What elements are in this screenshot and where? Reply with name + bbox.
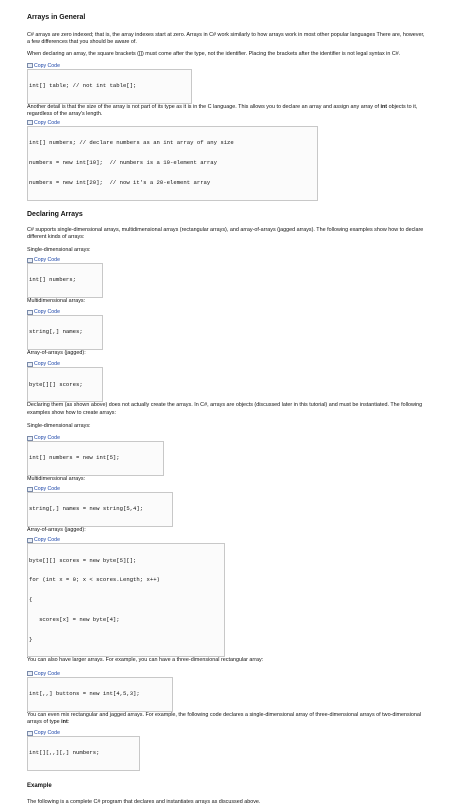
label-jagged: Array-of-arrays (jagged):	[27, 350, 86, 357]
code-line: byte[][] scores;	[29, 380, 83, 388]
copy-code-label: Copy Code	[34, 486, 60, 493]
code-line: int[] numbers; // declare numbers as an int array of any size	[29, 139, 234, 147]
code-block-new-byte	[27, 543, 225, 657]
paragraph-mix-end: :	[67, 718, 70, 725]
label-jagged-2: Array-of-arrays (jagged):	[27, 527, 86, 534]
section-title-declaring-arrays: Declaring Arrays	[27, 210, 83, 218]
code-block-numbers	[27, 126, 318, 201]
section-title-arrays-in-general: Arrays in General	[27, 14, 86, 21]
label-multidimensional: Multidimensional arrays:	[27, 298, 86, 305]
paragraph-mix-type: int	[61, 718, 68, 725]
code-block-buttons	[27, 677, 173, 712]
copy-code-label: Copy Code	[34, 730, 60, 737]
code-block-table	[27, 69, 192, 104]
code-line: int[,,] buttons = new int[4,5,3];	[29, 689, 140, 697]
code-block-new-string	[27, 492, 173, 527]
paragraph-mix	[27, 712, 426, 726]
code-line: numbers = new int[10]; // numbers is a 10-element array	[29, 158, 217, 166]
copy-code-label: Copy Code	[34, 257, 60, 264]
code-line: int[][,,][,] numbers;	[29, 749, 100, 757]
copy-icon	[27, 362, 33, 367]
paragraph-size: Another detail is that the size of the array is not part of its type as it is in the C language. This allows you to declare an array and assign any array of int objects to it, regardless of the array's length.	[27, 103, 418, 117]
code-line: {	[29, 596, 33, 604]
copy-icon	[27, 258, 33, 263]
code-line: numbers = new int[20]; // now it's a 20-element array	[29, 178, 211, 186]
copy-icon	[27, 538, 33, 543]
copy-code-label: Copy Code	[34, 435, 60, 442]
code-line: byte[][] scores = new byte[5][];	[29, 556, 137, 564]
code-line: int[] numbers = new int[5];	[29, 454, 120, 462]
code-block-new-int	[27, 441, 164, 476]
copy-icon	[27, 63, 33, 68]
copy-code-label: Copy Code	[34, 119, 60, 126]
label-multidimensional-2: Multidimensional arrays:	[27, 476, 86, 483]
paragraph-supports: C# supports single-dimensional arrays, multidimensional arrays (rectangular arrays), and array-of-arrays (jagged arrays). The following examples show how to declare different kinds of arrays:	[27, 226, 424, 240]
code-line: }	[29, 635, 33, 643]
label-single-dimensional-2: Single-dimensional arrays:	[27, 422, 91, 429]
code-line: scores[x] = new byte[4];	[29, 615, 120, 623]
paragraph-brackets: When declaring an array, the square brackets ([]) must come after the type, not the identifier. Placing the brackets after the identifier is not legal syntax in C#.	[27, 51, 401, 58]
paragraph-intro: C# arrays are zero indexed; that is, the array indexes start at zero. Arrays in C# work similarly to how arrays work in most other popular languages There are, however, a few differences that you should be aware of.	[27, 32, 425, 46]
paragraph-mix-text: You can even mix rectangular and jagged arrays. For example, the following code declares a single-dimensional array of three-dimensional arrays of two-dimensional arrays of type	[27, 711, 422, 725]
copy-icon	[27, 310, 33, 315]
code-line: string[,] names = new string[5,4];	[29, 505, 144, 513]
code-line: string[,] names;	[29, 328, 83, 336]
copy-code-label: Copy Code	[34, 62, 60, 69]
code-block-mixed	[27, 736, 140, 771]
copy-icon	[27, 731, 33, 736]
copy-icon	[27, 487, 33, 492]
code-block-string-names	[27, 315, 103, 350]
copy-code-label: Copy Code	[34, 361, 60, 368]
copy-code-label: Copy Code	[34, 309, 60, 316]
code-block-int-numbers	[27, 263, 103, 298]
copy-code-label: Copy Code	[34, 670, 60, 677]
section-title-example: Example	[27, 783, 52, 790]
code-line: int[] table; // not int table[];	[29, 81, 137, 89]
code-line: for (int x = 0; x < scores.Length; x++)	[29, 576, 160, 584]
copy-icon	[27, 436, 33, 441]
copy-icon	[27, 120, 33, 125]
paragraph-example: The following is a complete C# program that declares and instantiates arrays as discussed above.	[27, 799, 261, 806]
copy-icon	[27, 671, 33, 676]
label-single-dimensional: Single-dimensional arrays:	[27, 246, 91, 253]
copy-code-label: Copy Code	[34, 537, 60, 544]
code-block-byte-scores	[27, 367, 103, 402]
paragraph-larger: You can also have larger arrays. For example, you can have a three-dimensional rectangular array:	[27, 657, 264, 664]
paragraph-instantiate: Declaring them (as shown above) does not actually create the arrays. In C#, arrays are objects (discussed later in this tutorial) and must be instantiated. The following examples show how to create arrays:	[27, 402, 423, 416]
code-line: int[] numbers;	[29, 276, 76, 284]
